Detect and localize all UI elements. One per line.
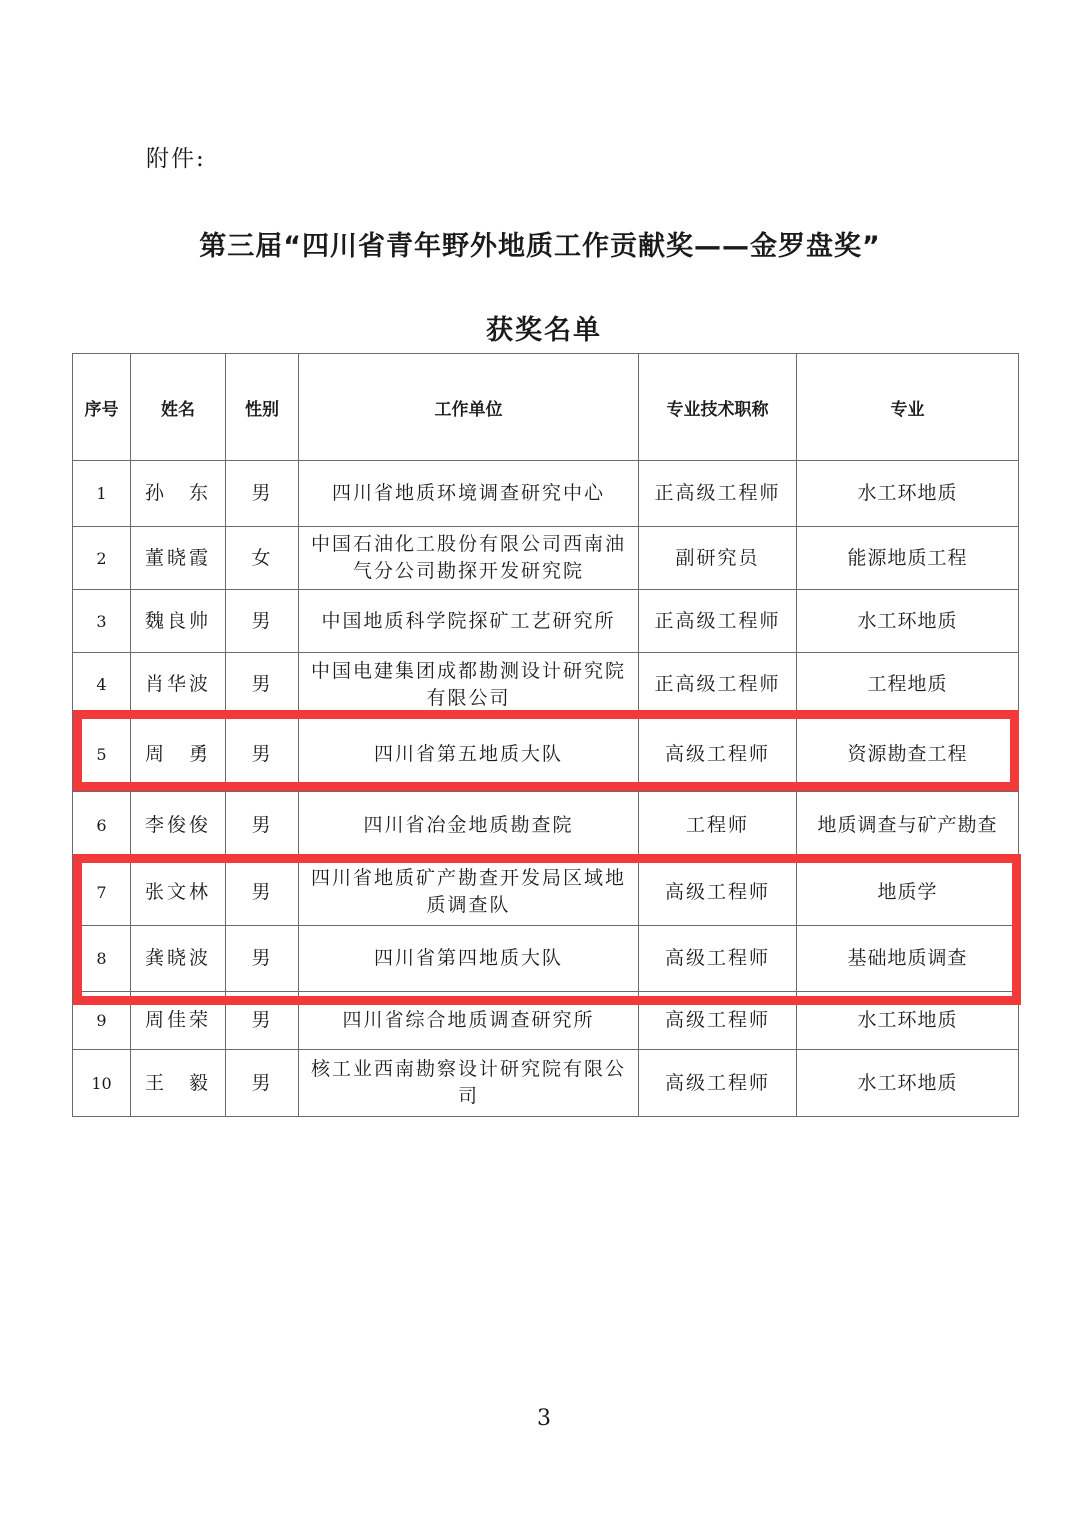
serial-number-cell: 7 [73, 859, 131, 926]
header-gender: 性别 [226, 354, 299, 461]
table-row [73, 461, 1019, 527]
work-unit-cell: 中国电建集团成都勘测设计研究院有限公司 [299, 653, 639, 717]
table-row [73, 1050, 1019, 1117]
gender-cell: 男 [226, 461, 299, 527]
professional-title-cell: 高级工程师 [639, 1050, 797, 1117]
major-cell: 水工环地质 [797, 590, 1019, 653]
major-cell: 资源勘查工程 [797, 717, 1019, 792]
table-row [73, 926, 1019, 992]
name-cell: 周佳荣 [131, 992, 226, 1050]
professional-title-cell: 正高级工程师 [639, 461, 797, 527]
name-cell: 周 勇 [131, 717, 226, 792]
name-cell: 张文林 [131, 859, 226, 926]
gender-cell: 男 [226, 717, 299, 792]
serial-number-cell: 6 [73, 792, 131, 859]
gender-cell: 男 [226, 792, 299, 859]
table-row [73, 992, 1019, 1050]
professional-title-cell: 高级工程师 [639, 926, 797, 992]
serial-number-cell: 10 [73, 1050, 131, 1117]
name-cell: 龚晓波 [131, 926, 226, 992]
serial-number-cell: 3 [73, 590, 131, 653]
work-unit-cell: 四川省第四地质大队 [299, 926, 639, 992]
work-unit-cell: 四川省地质环境调查研究中心 [299, 461, 639, 527]
document-subtitle: 获奖名单 [486, 315, 602, 346]
major-cell: 地质调查与矿产勘查 [797, 792, 1019, 859]
professional-title-cell: 正高级工程师 [639, 590, 797, 653]
major-cell: 工程地质 [797, 653, 1019, 717]
page-number: 3 [537, 1406, 551, 1431]
name-cell: 孙 东 [131, 461, 226, 527]
attachment-label: 附件: [146, 146, 206, 172]
table-row [73, 717, 1019, 792]
table-row [73, 859, 1019, 926]
major-cell: 水工环地质 [797, 992, 1019, 1050]
name-cell: 董晓霞 [131, 527, 226, 590]
serial-number-cell: 1 [73, 461, 131, 527]
document-title: 第三届“四川省青年野外地质工作贡献奖——金罗盘奖” [199, 231, 881, 262]
major-cell: 地质学 [797, 859, 1019, 926]
major-cell: 水工环地质 [797, 461, 1019, 527]
professional-title-cell: 高级工程师 [639, 859, 797, 926]
header-work-unit: 工作单位 [299, 354, 639, 461]
work-unit-cell: 中国石油化工股份有限公司西南油气分公司勘探开发研究院 [299, 527, 639, 590]
header-major: 专业 [797, 354, 1019, 461]
table-row [73, 590, 1019, 653]
professional-title-cell: 高级工程师 [639, 717, 797, 792]
award-list-table [72, 353, 1019, 1117]
table-row [73, 527, 1019, 590]
major-cell: 基础地质调查 [797, 926, 1019, 992]
work-unit-cell: 中国地质科学院探矿工艺研究所 [299, 590, 639, 653]
header-serial-number: 序号 [73, 354, 131, 461]
serial-number-cell: 4 [73, 653, 131, 717]
professional-title-cell: 工程师 [639, 792, 797, 859]
serial-number-cell: 5 [73, 717, 131, 792]
header-professional-title: 专业技术职称 [639, 354, 797, 461]
major-cell: 水工环地质 [797, 1050, 1019, 1117]
table-row [73, 792, 1019, 859]
professional-title-cell: 副研究员 [639, 527, 797, 590]
gender-cell: 男 [226, 1050, 299, 1117]
name-cell: 李俊俊 [131, 792, 226, 859]
gender-cell: 女 [226, 527, 299, 590]
work-unit-cell: 核工业西南勘察设计研究院有限公司 [299, 1050, 639, 1117]
name-cell: 肖华波 [131, 653, 226, 717]
gender-cell: 男 [226, 859, 299, 926]
professional-title-cell: 正高级工程师 [639, 653, 797, 717]
name-cell: 王 毅 [131, 1050, 226, 1117]
gender-cell: 男 [226, 653, 299, 717]
table-row [73, 653, 1019, 717]
gender-cell: 男 [226, 590, 299, 653]
work-unit-cell: 四川省第五地质大队 [299, 717, 639, 792]
name-cell: 魏良帅 [131, 590, 226, 653]
header-name: 姓名 [131, 354, 226, 461]
serial-number-cell: 8 [73, 926, 131, 992]
work-unit-cell: 四川省冶金地质勘查院 [299, 792, 639, 859]
table-header-row [73, 354, 1019, 461]
serial-number-cell: 2 [73, 527, 131, 590]
professional-title-cell: 高级工程师 [639, 992, 797, 1050]
work-unit-cell: 四川省综合地质调查研究所 [299, 992, 639, 1050]
major-cell: 能源地质工程 [797, 527, 1019, 590]
work-unit-cell: 四川省地质矿产勘查开发局区域地质调查队 [299, 859, 639, 926]
gender-cell: 男 [226, 992, 299, 1050]
serial-number-cell: 9 [73, 992, 131, 1050]
gender-cell: 男 [226, 926, 299, 992]
